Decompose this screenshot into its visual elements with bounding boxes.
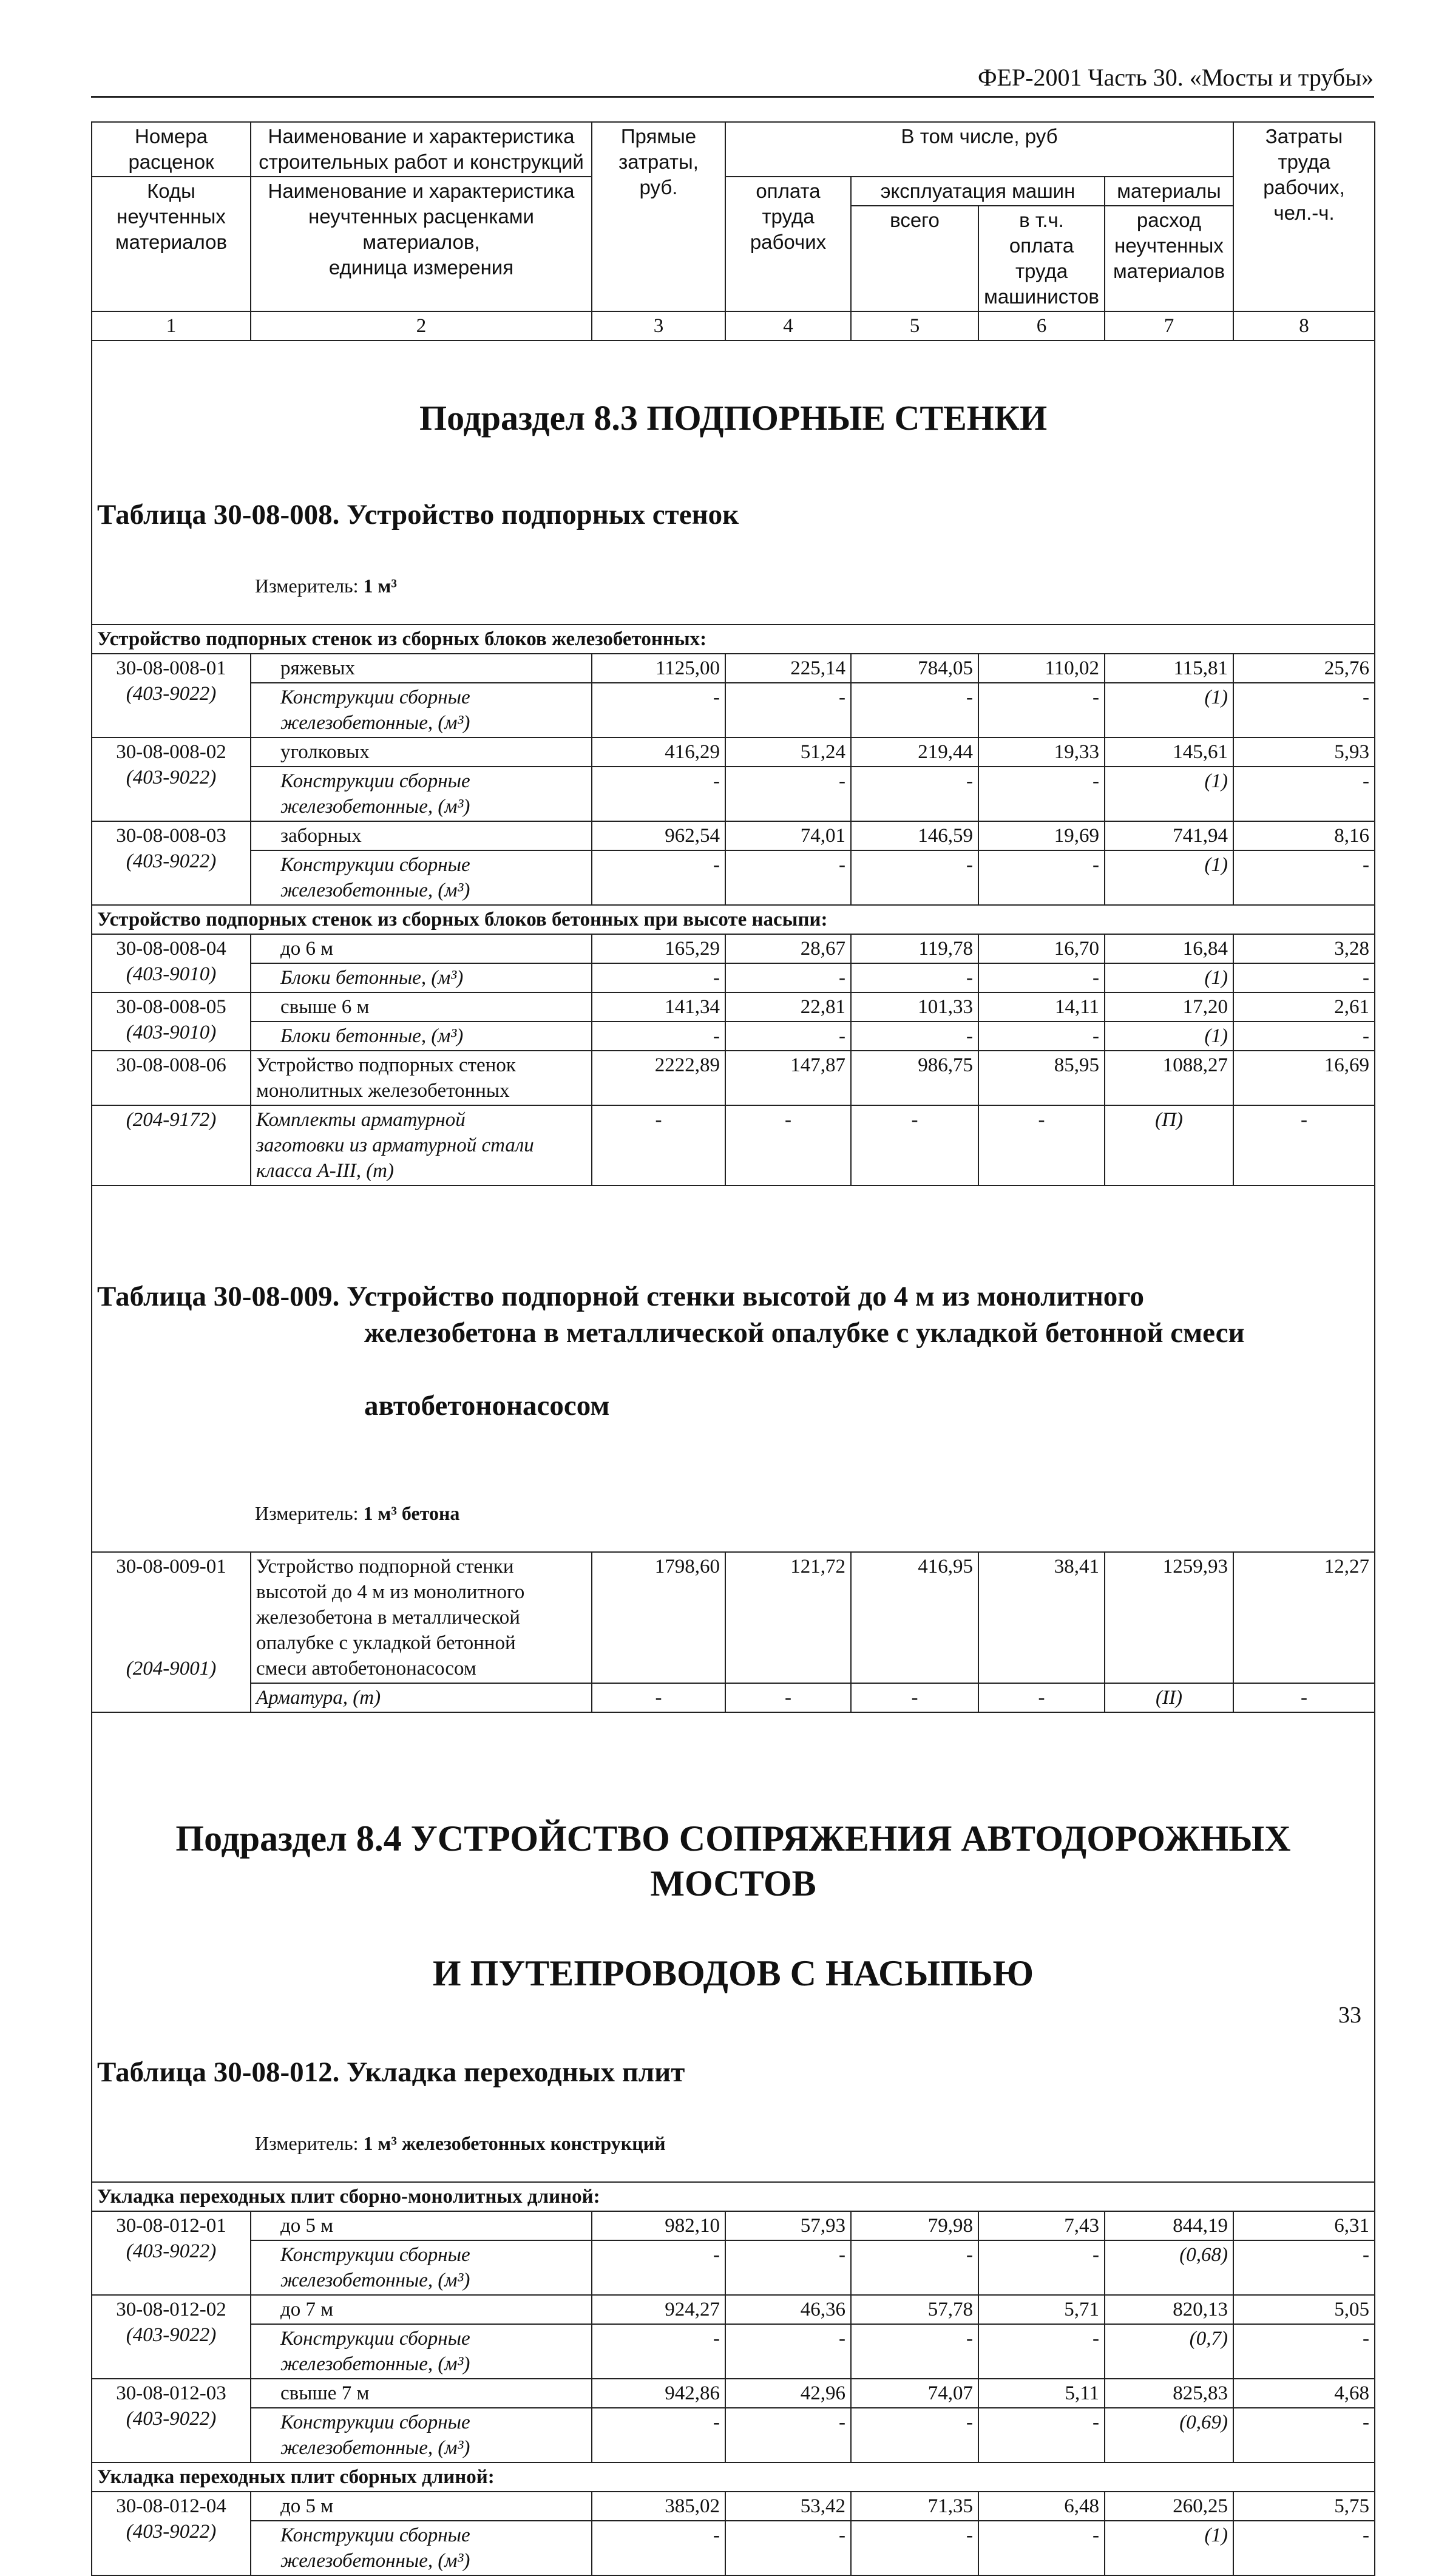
measure-unit: Измеритель: 1 м³ бетона bbox=[255, 1502, 460, 1524]
table-row: 30-08-012-01 (403-9022) до 5 м 982,10 57,93 79,98 7,43 844,19 6,31 bbox=[92, 2211, 1375, 2240]
col4-header: оплата труда рабочих bbox=[725, 177, 851, 311]
material-row: Конструкции сборные железобетонные, (м³) - - - - (0,7) - bbox=[92, 2324, 1375, 2379]
table-title: Таблица 30-08-008. Устройство подпорных стенок bbox=[97, 499, 739, 530]
col1-bottom-header: Коды неучтенных материалов bbox=[92, 177, 251, 311]
materials-header: материалы bbox=[1105, 177, 1233, 206]
running-header: ФЕР-2001 Часть 30. «Мосты и трубы» bbox=[977, 64, 1374, 91]
col6-header: в т.ч. оплата труда машинистов bbox=[978, 206, 1105, 311]
material-row: Конструкции сборные железобетонные, (м³) - - - - (0,69) - bbox=[92, 2408, 1375, 2462]
group-heading: Укладка переходных плит сборных длиной: bbox=[92, 2462, 1375, 2492]
material-row: Арматура, (т) - - - - (II) - bbox=[92, 1683, 1375, 1712]
group-heading: Устройство подпорных стенок из сборных блоков железобетонных: bbox=[92, 625, 1375, 654]
table-row: 30-08-008-05 (403-9010) свыше 6 м 141,34 22,81 101,33 14,11 17,20 2,61 bbox=[92, 992, 1375, 1022]
material-row: Конструкции сборные железобетонные, (м³) - - - - (1) - bbox=[92, 767, 1375, 821]
table-row: 30-08-012-04 (403-9022) до 5 м 385,02 53,42 71,35 6,48 260,25 5,75 bbox=[92, 2492, 1375, 2521]
col3-header: Прямые затраты, руб. bbox=[592, 122, 725, 311]
section-title: Подраздел 8.4 УСТРОЙСТВО СОПРЯЖЕНИЯ АВТОДОРОЖНЫХ МОСТОВ bbox=[175, 1818, 1291, 1903]
incl-header: В том числе, руб bbox=[725, 122, 1233, 177]
header-rule bbox=[91, 96, 1374, 98]
material-row: Конструкции сборные железобетонные, (м³) - - - - (1) - bbox=[92, 850, 1375, 905]
table-row: 30-08-008-06 Устройство подпорных стенок монолитных железобетонных 2222,89 147,87 986,75 85,95 1088,27 16,69 bbox=[92, 1051, 1375, 1105]
table-row: 30-08-008-04 (403-9010) до 6 м 165,29 28,67 119,78 16,70 16,84 3,28 bbox=[92, 934, 1375, 963]
section-8-3 bbox=[92, 341, 1375, 625]
measure-unit: Измеритель: 1 м³ bbox=[255, 575, 397, 597]
material-row: Конструкции сборные железобетонные, (м³) - - - - (1) - bbox=[92, 2521, 1375, 2575]
table-row: 30-08-008-02 (403-9022) уголковых 416,29 51,24 219,44 19,33 145,61 5,93 bbox=[92, 737, 1375, 767]
material-row: Блоки бетонные, (м³) - - - - (1) - bbox=[92, 1022, 1375, 1051]
col5-header: всего bbox=[851, 206, 978, 311]
table-row: 30-08-012-02 (403-9022) до 7 м 924,27 46,36 57,78 5,71 820,13 5,05 bbox=[92, 2295, 1375, 2324]
machines-header: эксплуатация машин bbox=[851, 177, 1105, 206]
group-heading: Устройство подпорных стенок из сборных блоков бетонных при высоте насыпи: bbox=[92, 905, 1375, 934]
material-row: (204-9172) Комплекты арматурной заготовки из арматурной стали класса А-III, (т) - - - - (П) - bbox=[92, 1105, 1375, 1185]
section-8-4: Подраздел 8.4 УСТРОЙСТВО СОПРЯЖЕНИЯ АВТОДОРОЖНЫХ МОСТОВ И ПУТЕПРОВОДОВ С НАСЫПЬЮ Таблица 30-08-012. Укладка переходных плит Измеритель: 1 м³ железобетонных конструкций bbox=[92, 1712, 1375, 2182]
table-title: Таблица 30-08-012. Укладка переходных плит bbox=[97, 2056, 685, 2088]
table-row: 30-08-009-01 (204-9001) Устройство подпорной стенки высотой до 4 м из монолитного железобетона в металлической опалубке с укладкой бетонной смеси автобетононасосом 1798,60 121,72 416,95 38,41 1259,93 12,27 bbox=[92, 1552, 1375, 1683]
group-heading: Укладка переходных плит сборно-монолитных длиной: bbox=[92, 2182, 1375, 2211]
material-row: Конструкции сборные железобетонные, (м³) - - - - (0,68) - bbox=[92, 2240, 1375, 2295]
col1-top-header: Номера расценок bbox=[92, 122, 251, 177]
page-number: 33 bbox=[1338, 2002, 1361, 2028]
col2-top-header: Наименование и характеристика строительных работ и конструкций bbox=[251, 122, 592, 177]
col8-header: Затраты труда рабочих, чел.-ч. bbox=[1233, 122, 1375, 311]
col7-header: расход неучтенных материалов bbox=[1105, 206, 1233, 311]
table-row: 30-08-008-01 (403-9022) ряжевых 1125,00 225,14 784,05 110,02 115,81 25,76 bbox=[92, 654, 1375, 683]
measure-unit: Измеритель: 1 м³ железобетонных конструкций bbox=[255, 2132, 666, 2154]
table-row: 30-08-012-03 (403-9022) свыше 7 м 942,86 42,96 74,07 5,11 825,83 4,68 bbox=[92, 2379, 1375, 2408]
material-row: Конструкции сборные железобетонные, (м³) - - - - (1) - bbox=[92, 683, 1375, 737]
rates-table bbox=[91, 121, 1375, 2576]
material-row: Блоки бетонные, (м³) - - - - (1) - bbox=[92, 963, 1375, 992]
section-title: Подраздел 8.3 ПОДПОРНЫЕ СТЕНКИ bbox=[419, 398, 1048, 438]
table-row: 30-08-008-03 (403-9022) заборных 962,54 74,01 146,59 19,69 741,94 8,16 bbox=[92, 821, 1375, 850]
column-numbers-row: 1 2 3 4 5 6 7 8 bbox=[92, 311, 1375, 341]
table-009-heading: Таблица 30-08-009. Устройство подпорной стенки высотой до 4 м из монолитного железобетона в металлической опалубке с укладкой бетонной смеси автобетононасосом Измеритель: 1 м³ бетона bbox=[92, 1185, 1375, 1552]
col2-bottom-header: Наименование и характеристика неучтенных расценками материалов, единица измерения bbox=[251, 177, 592, 311]
